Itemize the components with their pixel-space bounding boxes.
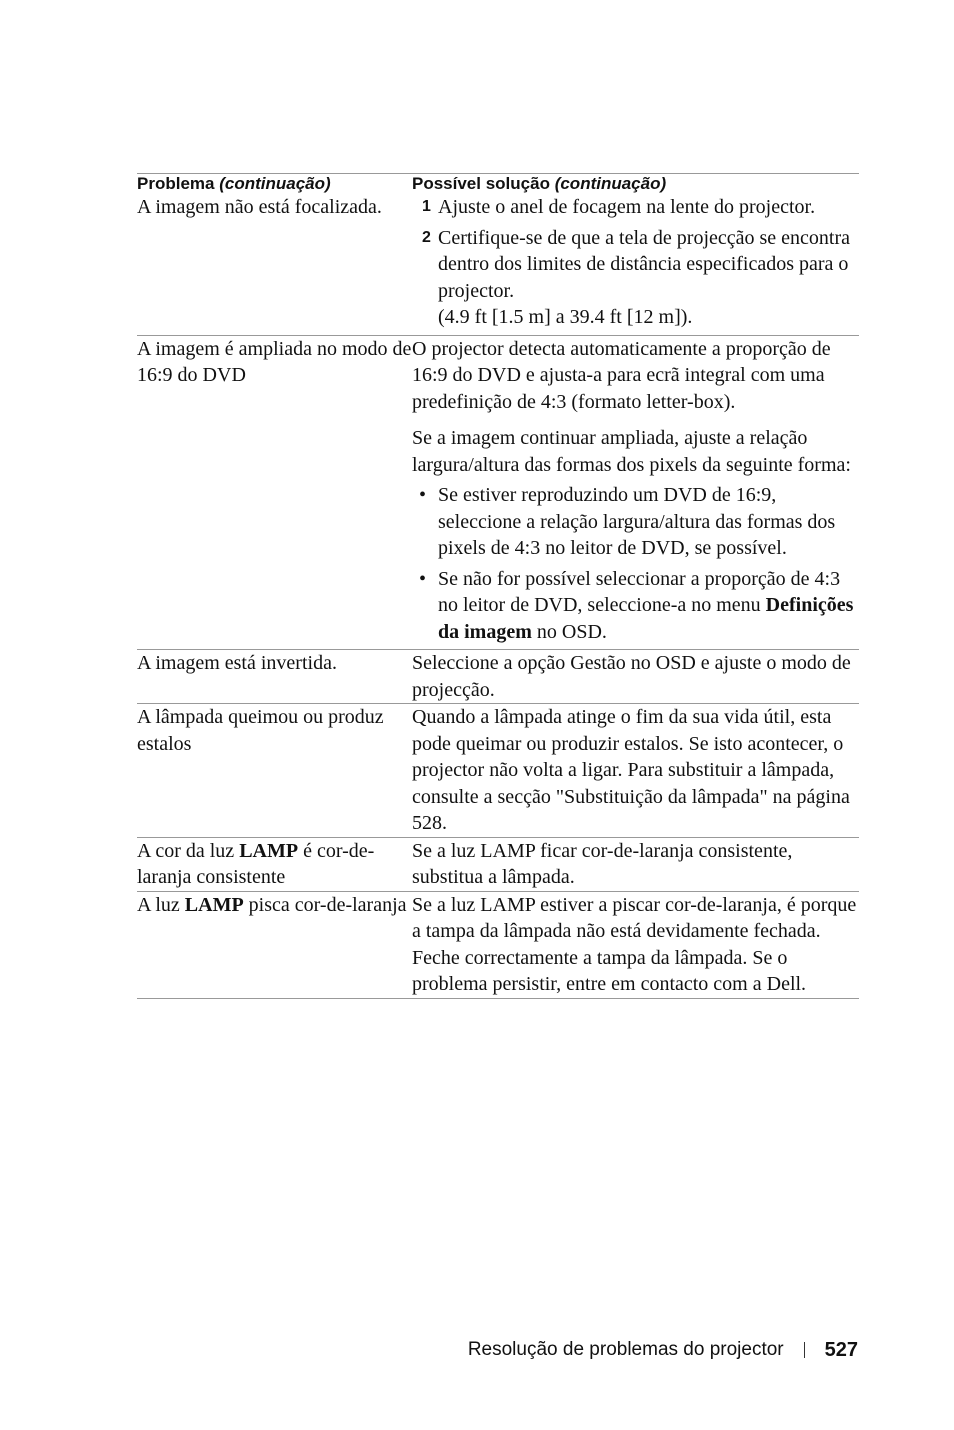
table-row bbox=[137, 194, 859, 335]
solution-steps bbox=[412, 194, 859, 331]
problem-cell: A lâmpada queimou ou produz estalos bbox=[137, 706, 384, 755]
step-item: 1 Ajuste o anel de focagem na lente do projector. bbox=[422, 196, 816, 218]
table-row bbox=[137, 837, 859, 891]
problem-cell: A imagem é ampliada no modo de 16:9 do DVD bbox=[137, 337, 412, 386]
solution-cell: Quando a lâmpada atinge o fim da sua vida útil, esta pode queimar ou produzir estalos. Se isto acontecer, o projector não volta a ligar. Para substituir a lâmpada, consulte a secção "Substituição da lâmpada" na página 528. bbox=[412, 706, 850, 834]
solution-cell: Se a luz LAMP ficar cor-de-laranja consistente, substitua a lâmpada. bbox=[412, 839, 793, 888]
table-row bbox=[137, 891, 859, 998]
footer-section-title: Resolução de problemas do projector bbox=[467, 1339, 784, 1360]
header-problem: Problema (continuação) bbox=[137, 174, 331, 193]
footer-divider bbox=[804, 1342, 805, 1358]
table-row bbox=[137, 335, 859, 650]
problem-cell: A imagem não está focalizada. bbox=[137, 196, 382, 218]
table-row bbox=[137, 704, 859, 838]
solution-paragraph: O projector detecta automaticamente a proporção de 16:9 do DVD e ajusta-a para ecrã integral com uma predefinição de 4:3 (formato letter-box). bbox=[412, 337, 831, 413]
troubleshooting-table bbox=[137, 173, 859, 999]
step-item: 2 Certifique-se de que a tela de projecção se encontra dentro dos limites de distância especificados para o projector. (4.9 ft [1.5 m] a 39.4 ft [12 m]). bbox=[422, 226, 851, 328]
problem-cell: A luz LAMP pisca cor-de-laranja bbox=[137, 893, 407, 916]
solution-cell bbox=[412, 194, 859, 335]
problem-cell: A imagem está invertida. bbox=[137, 652, 337, 674]
solution-bullets bbox=[412, 482, 859, 645]
bullet-item: • Se não for possível seleccionar a proporção de 4:3 no leitor de DVD, seleccione-a no menu Definições da imagem no OSD. bbox=[419, 567, 854, 643]
table-header-row bbox=[137, 174, 859, 195]
solution-paragraph: Se a imagem continuar ampliada, ajuste a relação largura/altura das formas dos pixels da seguinte forma: bbox=[412, 427, 851, 476]
problem-cell: A cor da luz LAMP é cor-de-laranja consistente bbox=[137, 839, 375, 888]
table-row bbox=[137, 650, 859, 704]
page-number: 527 bbox=[824, 1338, 858, 1361]
solution-cell bbox=[412, 335, 859, 650]
solution-cell: Seleccione a opção Gestão no OSD e ajuste o modo de projecção. bbox=[412, 652, 851, 701]
bullet-icon: • bbox=[419, 484, 427, 506]
bullet-icon: • bbox=[419, 567, 427, 590]
bullet-item: • Se estiver reproduzindo um DVD de 16:9, seleccione a relação largura/altura das formas dos pixels de 4:3 no leitor de DVD, se possível. bbox=[419, 484, 836, 559]
page-footer bbox=[468, 1335, 858, 1365]
header-solution: Possível solução (continuação) bbox=[412, 174, 667, 193]
solution-cell: Se a luz LAMP estiver a piscar cor-de-laranja, é porque a tampa da lâmpada não está devidamente fechada. Feche correctamente a tampa da lâmpada. Se o problema persistir, entre em contacto com a Dell. bbox=[412, 893, 857, 995]
